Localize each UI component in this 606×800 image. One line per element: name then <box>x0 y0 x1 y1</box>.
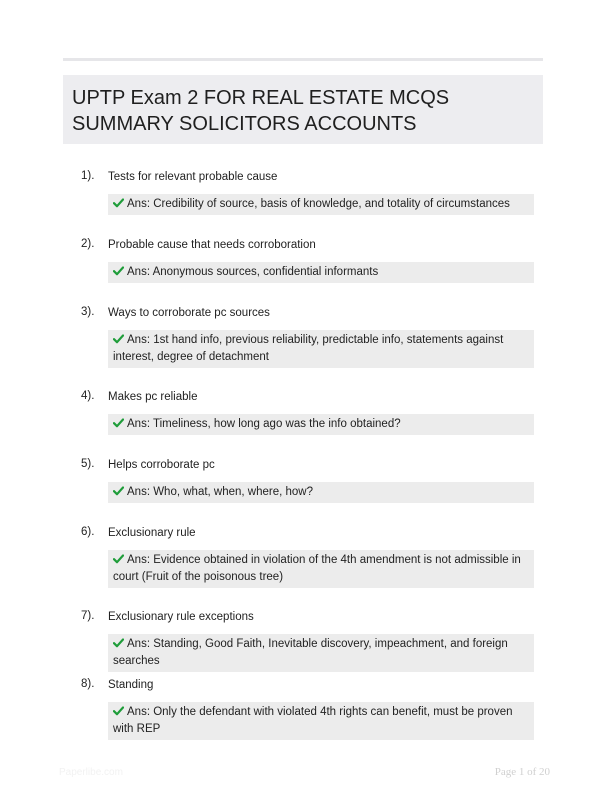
answer-box <box>108 414 534 435</box>
answer-text: Ans: 1st hand info, previous reliability, predictable info, statements against interest, degree of detachment <box>113 334 504 363</box>
check-icon <box>113 266 124 276</box>
question-text: Ways to corroborate pc sources <box>108 307 270 319</box>
answer-text: Ans: Credibility of source, basis of knowledge, and totality of circumstances <box>127 198 510 210</box>
answer-text: Ans: Evidence obtained in violation of the 4th amendment is not admissible in court (Fruit of the poisonous tree) <box>113 554 521 583</box>
answer-box <box>108 194 534 215</box>
question-number: 8). <box>81 678 95 690</box>
answer-box <box>108 702 534 740</box>
question-text: Probable cause that needs corroboration <box>108 239 316 251</box>
top-divider <box>63 58 543 61</box>
footer-watermark: Paperlibe.com <box>59 767 123 778</box>
check-icon <box>113 706 124 716</box>
question-text: Standing <box>108 679 154 691</box>
answer-text: Ans: Who, what, when, where, how? <box>127 486 314 498</box>
question-text: Exclusionary rule exceptions <box>108 611 254 623</box>
question-number: 2). <box>81 238 95 250</box>
question-number: 7). <box>81 610 95 622</box>
page-indicator: Page 1 of 20 <box>494 766 550 778</box>
question-number: 5). <box>81 458 95 470</box>
question-text: Tests for relevant probable cause <box>108 171 278 183</box>
document-title <box>63 75 543 144</box>
answer-box <box>108 634 534 672</box>
answer-box <box>108 482 534 503</box>
answer-box <box>108 550 534 588</box>
check-icon <box>113 554 124 564</box>
question-text: Helps corroborate pc <box>108 459 215 471</box>
answer-box <box>108 330 534 368</box>
check-icon <box>113 334 124 344</box>
check-icon <box>113 638 124 648</box>
question-number: 6). <box>81 526 95 538</box>
question-number: 1). <box>81 170 95 182</box>
title-line-1: UPTP Exam 2 FOR REAL ESTATE MCQS <box>72 87 450 109</box>
check-icon <box>113 198 124 208</box>
question-text: Makes pc reliable <box>108 391 198 403</box>
answer-box <box>108 262 534 283</box>
answer-text: Ans: Standing, Good Faith, Inevitable discovery, impeachment, and foreign searches <box>113 638 508 667</box>
check-icon <box>113 418 124 428</box>
answer-text: Ans: Anonymous sources, confidential informants <box>127 266 379 278</box>
title-line-2: SUMMARY SOLICITORS ACCOUNTS <box>72 113 417 135</box>
question-text: Exclusionary rule <box>108 527 196 539</box>
check-icon <box>113 486 124 496</box>
answer-text: Ans: Only the defendant with violated 4th rights can benefit, must be proven with REP <box>113 706 513 735</box>
question-number: 3). <box>81 306 95 318</box>
question-number: 4). <box>81 390 95 402</box>
answer-text: Ans: Timeliness, how long ago was the info obtained? <box>127 418 401 430</box>
